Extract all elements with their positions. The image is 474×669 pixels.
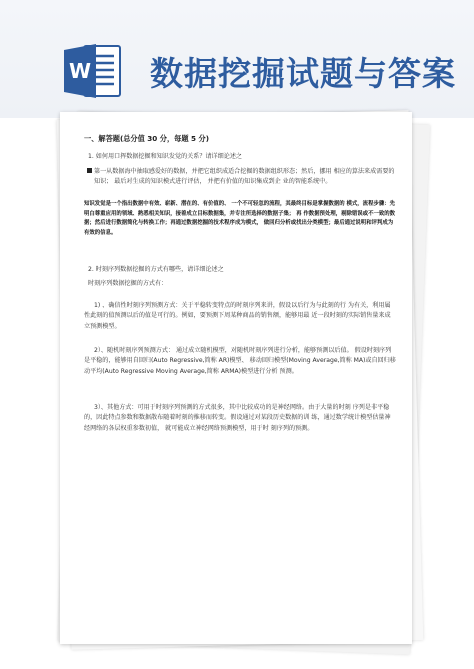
word-icon <box>62 40 124 102</box>
answer-item-3: 3）、其他方式：可用于时刻序列预测的方式很多，其中比较成功的是神经网络。由于大量的时刻 序列是非平稳的，因此特点参数和数据散布随着时刻的推移而转变。假设通过对某段历史数据的训 练，通过数学统计模型估量神经网络的各层权重参数初值， 就可能成立神经网络预测模型，用于时 刻序列的预测。 <box>84 403 391 432</box>
answer-item-2: 2）、随机时刻序列预测方式： 通过成立随机模型，对随机时刻序列进行分析，能够预测以后值。 假设时刻序列是平稳的，能够用自回归(Auto Regressive,简称 AR)模型、 移动回归模型(Moving Average,简称 MA)或自回归移动平均(Auto Regressive Moving Average,简称 ARMA)模型进行分析 预测。 <box>84 347 396 375</box>
section-heading: 一、解答题(总分值 30 分，每题 5 分) <box>84 134 210 143</box>
question-1-summary: 知识发觉是一个指出数据中有效、崭新、潜在的、有价值的、 一个不可轻忽的流程，其最终目标是掌握数据的 模式，流程步骤：先明白尊重应用的领域、熟悉相关知识，接着成立目标数据集，并专注所选择的数据子集； 再 作数据预处理，剔除错误或不一致的数据；然后进行数据简化与转换工作；再通过数据挖掘的技术程序成为模式， 做回归分析或找出分类模型；最后通过说明和评判成为有效的信息。 <box>84 201 396 236</box>
document-page <box>60 112 412 644</box>
question-1-answer-text: 第一从数据海中抽取感爱好的数据，并把它组织成适合挖掘的数据组织形态；然后，挪用 相应的算法来成需要的知识； 最后对生成的知识模式进行评估， 并把有价值的知识集成到企 业的智能系统中。 <box>94 167 395 185</box>
question-2-intro: 时刻序列数据挖掘的方式有： <box>88 279 168 287</box>
document-title: 数据挖掘试题与答案 <box>150 54 456 93</box>
question-1-answer <box>94 167 396 188</box>
bullet-square-icon <box>87 168 92 173</box>
answer-item-1: 1) 、确信性时刻序列预测方式：关于平稳转变特点的时刻序列来讲，假设以后行为与此刻的行 为有关，利用属性此刻的值预测以后的值是可行的。例如，要预测下周某种商品的销售额，能够用最 近一段时刻的实际销售量来成立预测模型。 <box>84 302 391 330</box>
page-content <box>84 134 396 434</box>
header-banner <box>0 0 474 118</box>
question-1: 1. 如何用口挥数据挖掘和知识发觉的关系？请详细论述之 <box>88 153 243 161</box>
question-2: 2. 时刻序列数据挖掘的方式有哪些，请详细论述之 <box>88 265 224 273</box>
svg-text:W: W <box>68 59 92 83</box>
paper-stack <box>60 112 420 652</box>
